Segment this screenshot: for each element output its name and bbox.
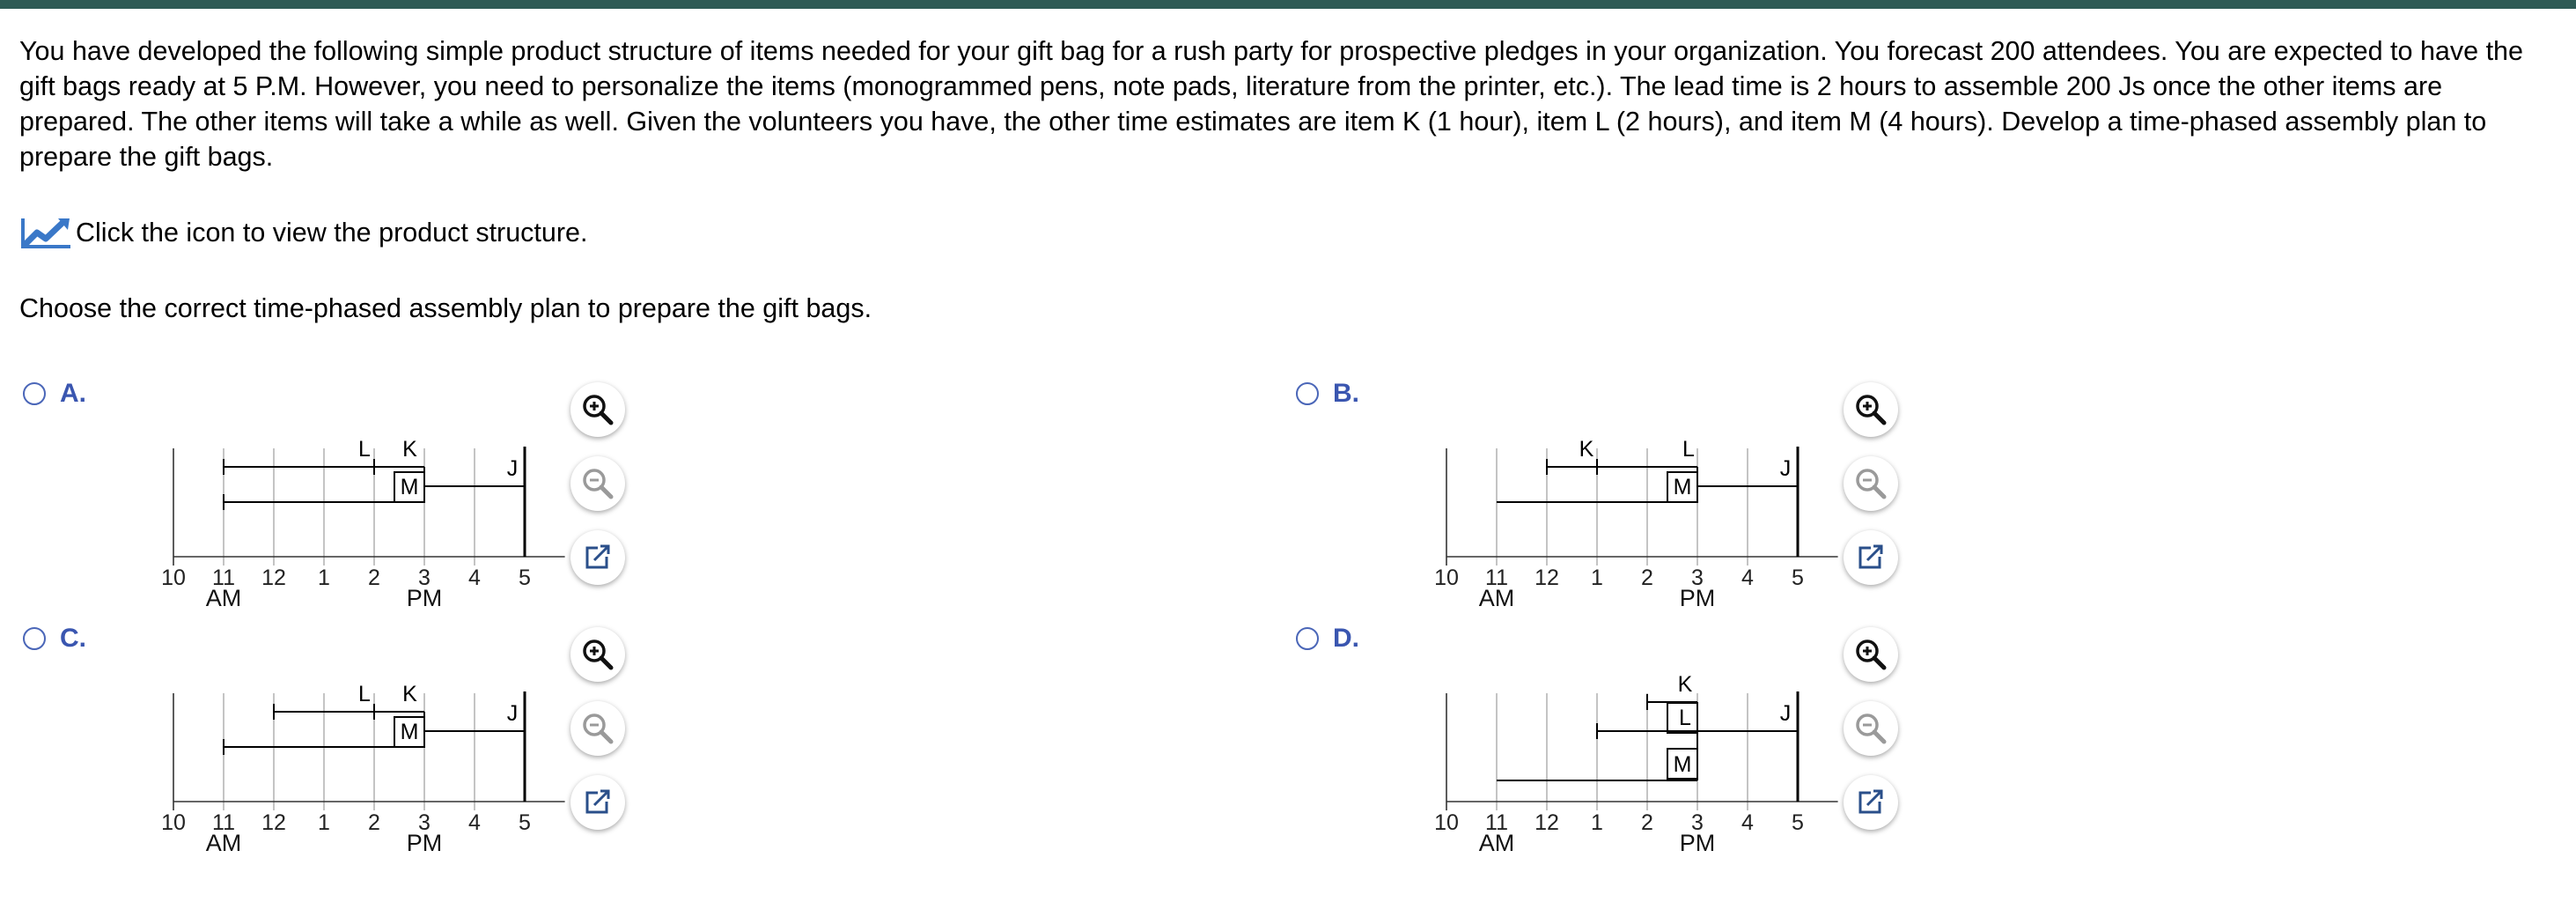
tick-label: 4 xyxy=(1741,566,1754,590)
option-letter: B. xyxy=(1333,379,1359,408)
zoom-out-button[interactable] xyxy=(570,456,625,511)
zoom-in-icon xyxy=(580,637,615,672)
pm-label: PM xyxy=(406,585,443,611)
tick-label: 3 xyxy=(1691,566,1704,590)
chart-icon[interactable] xyxy=(19,215,72,250)
label-k: K xyxy=(402,437,417,462)
option-d[interactable] xyxy=(1292,624,1961,874)
zoom-in-icon xyxy=(1853,637,1888,672)
tick-label: 5 xyxy=(1792,566,1804,590)
tick-label: 10 xyxy=(161,810,186,835)
am-label: AM xyxy=(205,585,242,611)
label-m: M xyxy=(1673,752,1692,777)
label-l: L xyxy=(1682,437,1695,462)
tick-label: 3 xyxy=(418,566,431,590)
radio-button[interactable] xyxy=(23,627,46,650)
tick-label: 2 xyxy=(1641,810,1653,835)
radio-button[interactable] xyxy=(1296,382,1319,405)
gantt-chart xyxy=(134,654,592,865)
label-l: L xyxy=(358,682,371,706)
tick-label: 11 xyxy=(1485,566,1508,590)
tick-label: 12 xyxy=(261,566,286,590)
zoom-out-button[interactable] xyxy=(1844,701,1898,756)
zoom-out-icon xyxy=(580,466,615,501)
label-l: L xyxy=(358,437,371,462)
option-c[interactable] xyxy=(19,624,688,874)
gantt-chart xyxy=(1407,654,1865,865)
tick-label: 11 xyxy=(212,566,235,590)
tick-label: 1 xyxy=(318,566,330,590)
tick-label: 3 xyxy=(418,810,431,835)
zoom-in-button[interactable] xyxy=(1844,382,1898,437)
tick-label: 1 xyxy=(318,810,330,835)
tick-label: 4 xyxy=(468,810,481,835)
zoom-out-icon xyxy=(1853,466,1888,501)
tick-label: 2 xyxy=(368,566,380,590)
gantt-chart xyxy=(1407,409,1865,620)
open-in-new-window-icon xyxy=(1853,540,1888,575)
open-in-new-window-button[interactable] xyxy=(1844,530,1898,585)
zoom-out-button[interactable] xyxy=(570,701,625,756)
tick-label: 12 xyxy=(1535,566,1559,590)
gantt-chart xyxy=(134,409,592,620)
tick-label: 2 xyxy=(368,810,380,835)
tick-label: 10 xyxy=(1434,566,1459,590)
am-label: AM xyxy=(1478,585,1515,611)
tick-label: 12 xyxy=(1535,810,1559,835)
tick-label: 4 xyxy=(468,566,481,590)
tick-label: 10 xyxy=(1434,810,1459,835)
tick-label: 4 xyxy=(1741,810,1754,835)
zoom-in-button[interactable] xyxy=(570,382,625,437)
open-in-new-window-button[interactable] xyxy=(570,530,625,585)
label-k: K xyxy=(402,682,417,706)
pm-label: PM xyxy=(1679,585,1716,611)
label-m: M xyxy=(1673,475,1692,499)
am-label: AM xyxy=(205,830,242,856)
tick-label: 5 xyxy=(519,566,531,590)
pm-label: PM xyxy=(1679,830,1716,856)
zoom-in-button[interactable] xyxy=(1844,627,1898,682)
label-k: K xyxy=(1677,672,1693,697)
zoom-out-icon xyxy=(1853,711,1888,746)
label-j: J xyxy=(1779,456,1792,481)
tick-label: 5 xyxy=(1792,810,1804,835)
tick-label: 11 xyxy=(1485,810,1508,835)
am-label: AM xyxy=(1478,830,1515,856)
radio-button[interactable] xyxy=(1296,627,1319,650)
tick-label: 2 xyxy=(1641,566,1653,590)
label-k: K xyxy=(1579,437,1594,462)
pm-label: PM xyxy=(406,830,443,856)
tick-label: 3 xyxy=(1691,810,1704,835)
zoom-in-button[interactable] xyxy=(570,627,625,682)
label-m: M xyxy=(400,475,419,499)
top-bar xyxy=(0,0,2576,9)
open-in-new-window-icon xyxy=(580,785,615,820)
option-letter: D. xyxy=(1333,624,1359,653)
zoom-out-icon xyxy=(580,711,615,746)
label-j: J xyxy=(1779,701,1792,726)
tick-label: 5 xyxy=(519,810,531,835)
label-l: L xyxy=(1679,706,1691,730)
label-j: J xyxy=(506,701,519,726)
tick-label: 1 xyxy=(1591,810,1603,835)
product-structure-link[interactable] xyxy=(19,215,587,250)
option-a[interactable] xyxy=(19,379,688,629)
label-j: J xyxy=(506,456,519,481)
zoom-out-button[interactable] xyxy=(1844,456,1898,511)
tick-label: 12 xyxy=(261,810,286,835)
zoom-in-icon xyxy=(580,392,615,427)
tick-label: 10 xyxy=(161,566,186,590)
hint-text: Click the icon to view the product structure. xyxy=(76,217,588,248)
zoom-in-icon xyxy=(1853,392,1888,427)
option-b[interactable] xyxy=(1292,379,1961,629)
label-m: M xyxy=(400,720,419,744)
open-in-new-window-button[interactable] xyxy=(1844,775,1898,830)
option-letter: C. xyxy=(60,624,86,653)
radio-button[interactable] xyxy=(23,382,46,405)
open-in-new-window-button[interactable] xyxy=(570,775,625,830)
open-in-new-window-icon xyxy=(1853,785,1888,820)
open-in-new-window-icon xyxy=(580,540,615,575)
tick-label: 1 xyxy=(1591,566,1603,590)
prompt-text: Choose the correct time-phased assembly plan to prepare the gift bags. xyxy=(19,293,872,323)
tick-label: 11 xyxy=(212,810,235,835)
option-letter: A. xyxy=(60,379,86,408)
question-text: You have developed the following simple product structure of items needed for your gift bag for a rush party for prospective pledges in your organization. You forecast 200 attendees. You are expected to have the gift bags ready at 5 P.M. However, you need to personalize the items (monogrammed pens, note pads, literature from the printer, etc.). The lead time is 2 hours to assemble 200 Js once the other items are prepared. The other items will take a while as well. Given the volunteers you have, the other time estimates are item K (1 hour), item L (2 hours), and item M (4 hours). Develop a time-phased assembly plan to prepare the gift bags. xyxy=(19,36,2523,172)
